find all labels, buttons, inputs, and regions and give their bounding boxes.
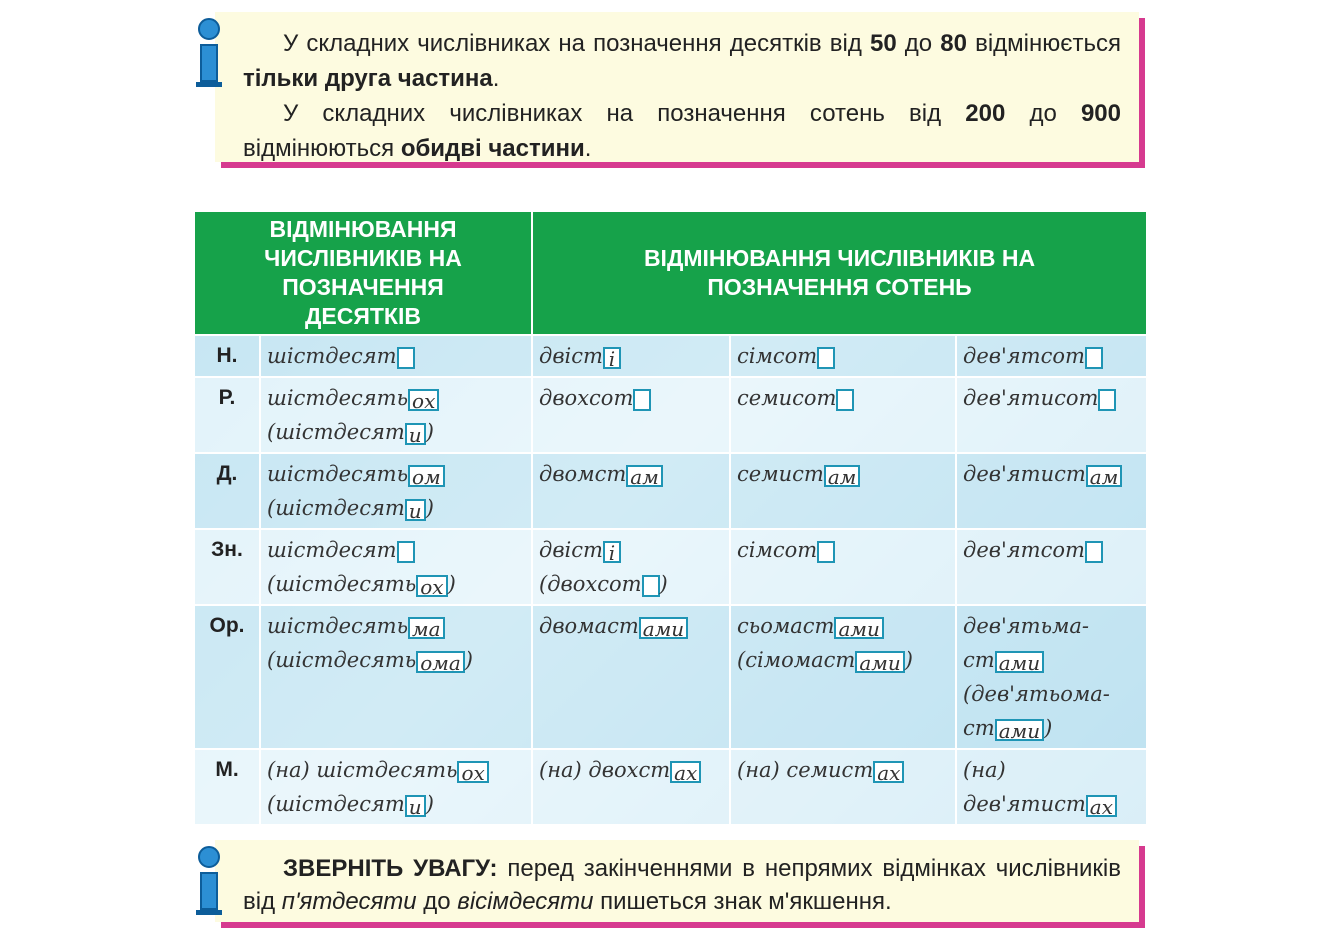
form-cell-tens	[260, 605, 532, 749]
word-form	[267, 609, 525, 643]
header-hundreds: ВІДМІНЮВАННЯ ЧИСЛІВНИКІВ НА ПОЗНАЧЕННЯ СОТЕНЬ	[532, 211, 1147, 335]
form-cell-h900	[956, 335, 1147, 377]
word-form	[963, 677, 1140, 711]
word-form	[963, 381, 1140, 415]
word-form	[963, 753, 1140, 787]
word-tail: )	[447, 572, 456, 596]
word-stem: (шістдесят	[267, 792, 405, 816]
table-row	[194, 453, 1147, 529]
form-cell-tens	[260, 453, 532, 529]
ending-box: ах	[1086, 795, 1117, 817]
word-tail: )	[1044, 716, 1053, 740]
info-icon	[195, 846, 223, 915]
form-cell-h700	[730, 453, 956, 529]
form-cell-h200	[532, 335, 730, 377]
note-box-bottom	[215, 840, 1139, 922]
ending-box: ах	[873, 761, 904, 783]
form-cell-h200	[532, 377, 730, 453]
info-icon	[195, 18, 223, 87]
word-form	[267, 415, 525, 449]
word-stem: (на) семист	[737, 758, 874, 782]
ending-box	[1085, 347, 1103, 369]
form-cell-tens	[260, 377, 532, 453]
ending-box	[633, 389, 651, 411]
word-stem: шістдесят	[267, 344, 397, 368]
word-stem: (на) двохст	[539, 758, 671, 782]
word-form	[963, 533, 1140, 567]
word-form	[267, 787, 525, 821]
word-stem: ст	[963, 648, 995, 672]
word-form	[267, 339, 525, 373]
declension-table	[193, 210, 1148, 826]
ending-box: и	[405, 499, 426, 521]
note-paragraph: ЗВЕРНІТЬ УВАГУ: перед закінченнями в непрямих відмінках числівників від п'ятдесяти до вісімдесяти пишеться знак м'якшення.	[243, 855, 1121, 915]
word-stem: дев'ятист	[963, 462, 1086, 486]
word-stem: шістдесят	[267, 538, 397, 562]
form-cell-h700	[730, 605, 956, 749]
ending-box: ох	[416, 575, 447, 597]
table-row	[194, 749, 1147, 825]
case-label: Н.	[194, 335, 260, 377]
word-stem: (шістдесят	[267, 420, 405, 444]
word-stem: дев'ятсот	[963, 538, 1085, 562]
form-cell-h900	[956, 453, 1147, 529]
table-row	[194, 605, 1147, 749]
word-form	[963, 787, 1140, 821]
table-body	[194, 335, 1147, 825]
ending-box: ма	[408, 617, 445, 639]
word-form	[963, 339, 1140, 373]
form-cell-h700	[730, 377, 956, 453]
word-stem: (шістдесять	[267, 572, 417, 596]
form-cell-h700	[730, 749, 956, 825]
word-form	[963, 609, 1140, 643]
table-row	[194, 335, 1147, 377]
word-tail: )	[425, 496, 434, 520]
ending-box: ах	[670, 761, 701, 783]
word-stem: двомаст	[539, 614, 639, 638]
ending-box	[1085, 541, 1103, 563]
word-stem: (двохсот	[539, 572, 642, 596]
word-form	[737, 533, 949, 567]
ending-box: ами	[995, 719, 1044, 741]
ending-box: и	[405, 423, 426, 445]
ending-box	[397, 541, 415, 563]
word-stem: сімсот	[737, 344, 818, 368]
word-form	[267, 567, 525, 601]
word-tail: )	[904, 648, 913, 672]
word-form	[737, 381, 949, 415]
ending-box	[642, 575, 660, 597]
case-label: Д.	[194, 453, 260, 529]
word-tail: )	[464, 648, 473, 672]
form-cell-tens	[260, 335, 532, 377]
form-cell-h900	[956, 749, 1147, 825]
rule-paragraph-tens: У складних числівниках на позначення десятків від 50 до 80 відмінюється тільки друга частина.	[243, 30, 1122, 92]
word-form	[267, 753, 525, 787]
word-stem: (сімомаст	[737, 648, 856, 672]
form-cell-h200	[532, 453, 730, 529]
ending-box: ами	[855, 651, 904, 673]
word-form	[539, 753, 723, 787]
ending-box: ам	[1086, 465, 1123, 487]
ending-box: ох	[457, 761, 488, 783]
word-stem: сімсот	[737, 538, 818, 562]
form-cell-tens	[260, 749, 532, 825]
ending-box	[817, 541, 835, 563]
word-form	[539, 567, 723, 601]
word-form	[267, 491, 525, 525]
table-row	[194, 377, 1147, 453]
header-tens: ВІДМІНЮВАННЯ ЧИСЛІВНИКІВ НА ПОЗНАЧЕННЯ ДЕСЯТКІВ	[194, 211, 532, 335]
word-form	[539, 457, 723, 491]
word-stem: дев'ятьма-	[963, 614, 1090, 638]
ending-box: ами	[639, 617, 688, 639]
word-stem: шістдесять	[267, 386, 409, 410]
form-cell-h200	[532, 605, 730, 749]
word-form	[539, 381, 723, 415]
word-form	[267, 457, 525, 491]
word-form	[267, 643, 525, 677]
word-form	[737, 457, 949, 491]
ending-box	[836, 389, 854, 411]
word-stem: двіст	[539, 344, 603, 368]
ending-box	[817, 347, 835, 369]
form-cell-h900	[956, 377, 1147, 453]
ending-box: и	[405, 795, 426, 817]
ending-box: і	[603, 541, 621, 563]
word-tail: )	[425, 792, 434, 816]
word-form	[539, 609, 723, 643]
ending-box: ами	[834, 617, 883, 639]
word-stem: семисот	[737, 386, 837, 410]
word-form	[963, 643, 1140, 677]
ending-box: і	[603, 347, 621, 369]
form-cell-h200	[532, 749, 730, 825]
word-tail: )	[425, 420, 434, 444]
word-stem: дев'ятисот	[963, 386, 1099, 410]
word-stem: (на)	[963, 758, 1006, 782]
form-cell-h700	[730, 529, 956, 605]
word-form	[963, 457, 1140, 491]
word-form	[963, 711, 1140, 745]
word-form	[267, 381, 525, 415]
word-form	[539, 339, 723, 373]
ending-box: ом	[408, 465, 445, 487]
word-stem: двомст	[539, 462, 627, 486]
form-cell-h900	[956, 605, 1147, 749]
word-stem: шістдесять	[267, 614, 409, 638]
word-stem: (дев'ятьома-	[963, 682, 1110, 706]
form-cell-h200	[532, 529, 730, 605]
case-label: Ор.	[194, 605, 260, 749]
ending-box: ам	[626, 465, 663, 487]
word-tail: )	[659, 572, 668, 596]
case-label: Зн.	[194, 529, 260, 605]
ending-box: ам	[824, 465, 861, 487]
word-form	[267, 533, 525, 567]
word-stem: сьомаст	[737, 614, 835, 638]
ending-box: ох	[408, 389, 439, 411]
word-form	[737, 753, 949, 787]
ending-box: ома	[416, 651, 465, 673]
word-form	[737, 339, 949, 373]
word-stem: дев'ятист	[963, 792, 1086, 816]
word-stem: (шістдесять	[267, 648, 417, 672]
word-stem: (шістдесят	[267, 496, 405, 520]
word-form	[737, 643, 949, 677]
word-stem: ст	[963, 716, 995, 740]
word-stem: семист	[737, 462, 824, 486]
rule-box-top	[215, 12, 1139, 162]
word-stem: (на) шістдесять	[267, 758, 458, 782]
word-stem: двіст	[539, 538, 603, 562]
ending-box: ами	[995, 651, 1044, 673]
form-cell-h700	[730, 335, 956, 377]
word-stem: шістдесять	[267, 462, 409, 486]
rule-paragraph-hundreds: У складних числівниках на позначення сотень від 200 до 900 відмінюються обидві частини.	[243, 100, 1121, 162]
word-stem: дев'ятсот	[963, 344, 1085, 368]
form-cell-h900	[956, 529, 1147, 605]
ending-box	[1098, 389, 1116, 411]
word-form	[539, 533, 723, 567]
word-stem: двохсот	[539, 386, 634, 410]
form-cell-tens	[260, 529, 532, 605]
word-form	[737, 609, 949, 643]
table-row	[194, 529, 1147, 605]
ending-box	[397, 347, 415, 369]
case-label: Р.	[194, 377, 260, 453]
case-label: М.	[194, 749, 260, 825]
